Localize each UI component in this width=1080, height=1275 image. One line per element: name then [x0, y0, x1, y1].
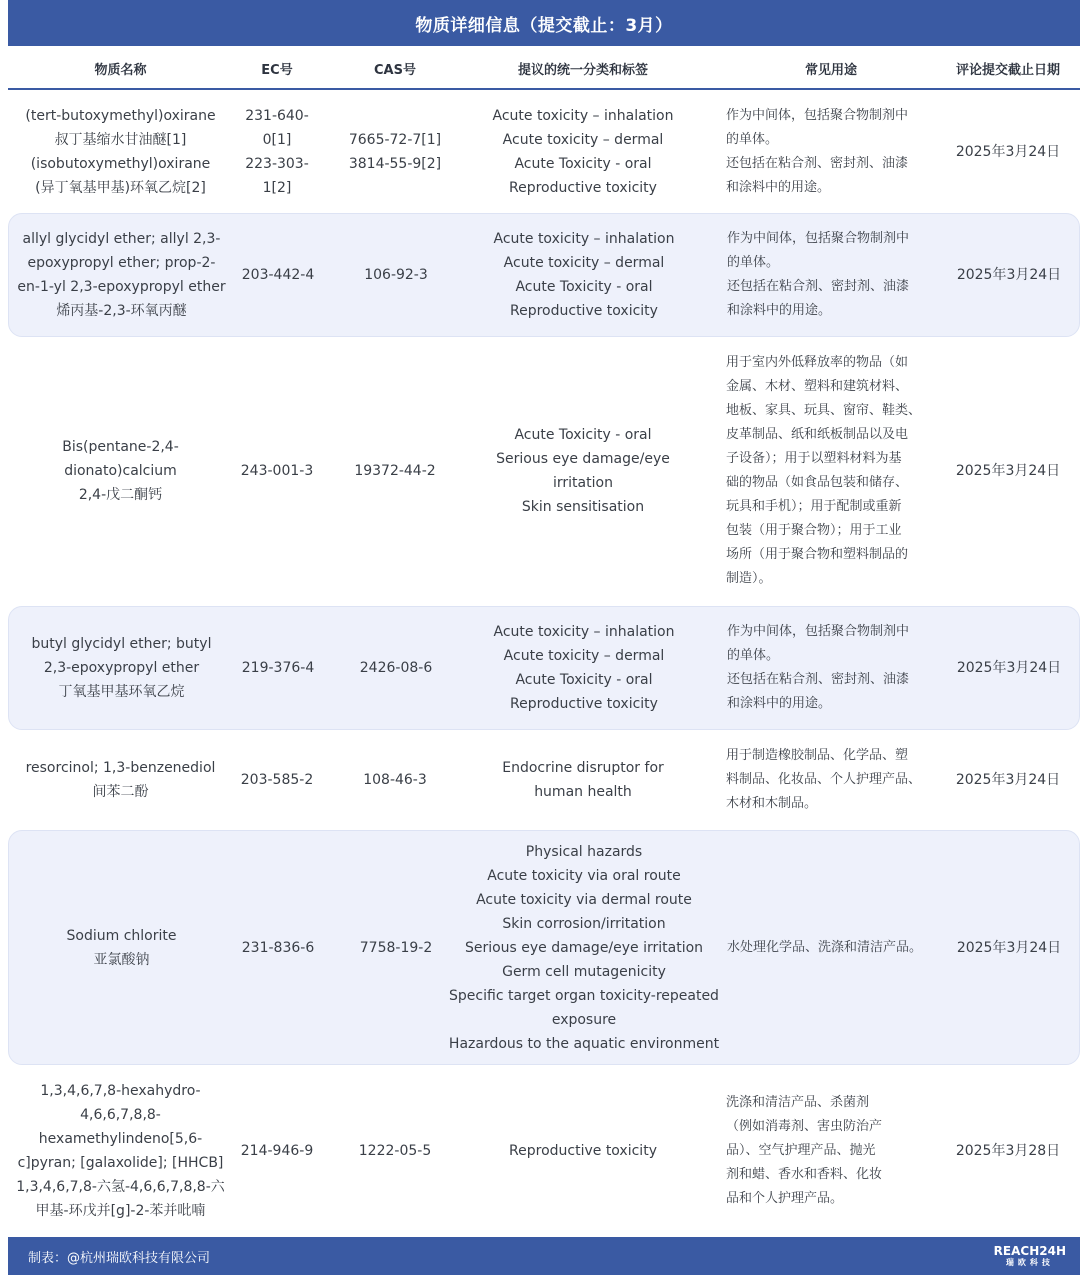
substance-name-line: Sodium chlorite	[66, 927, 177, 944]
substance-name-line: 叔丁基缩水甘油醚[1]	[54, 132, 187, 148]
common-uses-line: 和涂料中的用途。	[727, 696, 832, 711]
common-uses-line: 的单体。	[727, 648, 780, 663]
common-uses-line: 水处理化学品、洗涤和清洁产品。	[727, 939, 923, 955]
common-uses-line: 础的物品（如食品包装和储存、	[726, 475, 909, 490]
deadline-text: 2025年3月24日	[956, 660, 1062, 676]
header-deadline: 评论提交截止日期	[955, 62, 1060, 78]
common-uses-line: 包装（用于聚合物）；用于工业	[726, 523, 902, 538]
cas-number-line: 19372-44-2	[354, 463, 436, 479]
footer-credit: 制表：@杭州瑞欧科技有限公司	[28, 1250, 211, 1266]
classification-line: Skin corrosion/irritation	[502, 915, 666, 932]
table-row	[8, 92, 1080, 212]
classification-cell	[438, 732, 728, 828]
cas-number-line: 7665-72-7[1]	[348, 132, 442, 148]
deadline-text: 2025年3月28日	[955, 1143, 1061, 1159]
substance-name-line: 烯丙基-2,3-环氧丙醚	[56, 303, 187, 319]
substance-name-line: 间苯二酚	[92, 784, 149, 800]
common-uses-line: 品）、空气护理产品、抛光	[726, 1143, 876, 1158]
cas-number-line: 2426-08-6	[359, 660, 433, 676]
substance-name-cell	[9, 607, 234, 729]
substance-name-line: 2,3-epoxypropyl ether	[43, 660, 200, 676]
classification-line: Reproductive toxicity	[509, 1143, 657, 1159]
classification-line: Serious eye damage/eye irritation	[464, 939, 704, 956]
substance-name-cell	[8, 1067, 233, 1235]
substance-name-line: epoxypropyl ether; prop-2-	[27, 255, 216, 271]
deadline-cell	[936, 732, 1080, 828]
common-uses-cell	[726, 1067, 936, 1235]
common-uses-line: 剂和蜡、香水和香料、化妆	[726, 1167, 883, 1182]
substance-name-line: 丁氧基甲基环氧乙烷	[58, 684, 185, 700]
cas-number-line: 3814-55-9[2]	[348, 156, 442, 172]
classification-line: Reproductive toxicity	[510, 303, 658, 319]
substance-name-cell	[8, 92, 233, 212]
table-row	[8, 732, 1080, 828]
common-uses-line: 地板、家具、玩具、窗帘、鞋类、	[726, 403, 922, 418]
common-uses-line: 作为中间体，包括聚合物制剂中	[727, 624, 910, 639]
classification-line: Hazardous to the aquatic environment	[448, 1035, 720, 1052]
common-uses-cell	[727, 214, 937, 336]
table-row	[8, 1067, 1080, 1235]
common-uses-line: 还包括在粘合剂、密封剂、油漆	[726, 156, 909, 171]
header-classification: 提议的统一分类和标签	[517, 62, 648, 78]
common-uses-line: 料制品、化妆品、个人护理产品、	[726, 772, 922, 787]
classification-cell	[439, 831, 729, 1064]
common-uses-cell	[726, 732, 936, 828]
common-uses-line: 皮革制品、纸和纸板制品以及电	[726, 427, 909, 442]
common-uses-line: 作为中间体，包括聚合物制剂中	[727, 231, 910, 246]
deadline-cell	[937, 831, 1080, 1064]
substance-name-line: resorcinol; 1,3-benzenediol	[25, 760, 216, 776]
reach24h-logo	[994, 1245, 1066, 1267]
deadline-text: 2025年3月24日	[956, 267, 1062, 283]
classification-line: Acute toxicity – inhalation	[493, 624, 675, 640]
common-uses-line: 品和个人护理产品。	[726, 1191, 844, 1206]
deadline-cell	[937, 607, 1080, 729]
classification-line: Acute Toxicity - oral	[514, 156, 652, 172]
classification-line: Reproductive toxicity	[510, 696, 658, 712]
common-uses-line: 用于制造橡胶制品、化学品、塑	[726, 748, 909, 763]
common-uses-line: 作为中间体，包括聚合物制剂中	[726, 108, 909, 123]
substance-name-line: 1,3,4,6,7,8-hexahydro-	[40, 1083, 201, 1099]
substance-name-line: 甲基-环戊并[g]-2-苯并吡喃	[35, 1203, 206, 1219]
classification-line: Serious eye damage/eye	[496, 451, 670, 467]
deadline-cell	[937, 214, 1080, 336]
deadline-text: 2025年3月24日	[956, 939, 1062, 956]
ec-number-cell	[234, 214, 322, 336]
ec-number-line: 219-376-4	[241, 660, 315, 676]
common-uses-line: 的单体。	[726, 132, 779, 147]
ec-number-line: 203-585-2	[240, 772, 314, 788]
classification-line: Acute toxicity – inhalation	[493, 231, 675, 247]
common-uses-line: 洗涤和清洁产品、杀菌剂	[726, 1095, 870, 1110]
substance-name-line: Bis(pentane-2,4-dionato)calcium	[62, 439, 179, 479]
classification-line: Endocrine disruptor for	[502, 760, 664, 776]
header-common-uses: 常见用途	[804, 62, 857, 78]
deadline-cell	[936, 92, 1080, 212]
classification-line: irritation	[553, 475, 613, 491]
classification-line: Acute toxicity via oral route	[487, 867, 681, 884]
classification-line: Reproductive toxicity	[509, 180, 657, 196]
substance-name-line: (isobutoxymethyl)oxirane	[30, 156, 211, 172]
ec-number-line: 214-946-9	[240, 1143, 314, 1159]
classification-cell	[439, 607, 729, 729]
classification-line: human health	[534, 784, 632, 800]
substance-name-cell	[8, 338, 233, 604]
classification-line: exposure	[551, 1011, 617, 1028]
classification-cell	[438, 338, 728, 604]
deadline-cell	[936, 1067, 1080, 1235]
substance-name-line: 亚氯酸钠	[93, 951, 150, 968]
classification-line: Acute toxicity via dermal route	[476, 891, 692, 908]
table-row	[8, 830, 1080, 1065]
substance-name-line: 1,3,4,6,7,8-六氢-4,6,6,7,8,8-六	[16, 1179, 225, 1195]
ec-number-line: 231-640-0[1]	[245, 108, 309, 148]
ec-number-line: 223-303-1[2]	[245, 156, 309, 196]
cas-number-line: 7758-19-2	[359, 939, 433, 956]
substance-name-cell	[9, 214, 234, 336]
common-uses-line: 制造）。	[726, 571, 772, 586]
substance-name-line: (异丁氧基甲基)环氧乙烷[2]	[35, 180, 206, 196]
deadline-text: 2025年3月24日	[955, 144, 1061, 160]
common-uses-cell	[726, 92, 936, 212]
substance-name-cell	[9, 831, 234, 1064]
classification-line: Acute toxicity – dermal	[503, 648, 665, 664]
cas-number-line: 1222-05-5	[358, 1143, 432, 1159]
deadline-text: 2025年3月24日	[955, 463, 1061, 479]
substance-name-line: butyl glycidyl ether; butyl	[31, 636, 212, 652]
common-uses-line: 的单体。	[727, 255, 780, 270]
common-uses-line: 子设备）；用于以塑料材料为基	[726, 451, 902, 466]
classification-line: Acute toxicity – dermal	[503, 255, 665, 271]
common-uses-cell	[726, 338, 936, 604]
common-uses-line: （例如消毒剂、害虫防治产	[726, 1119, 883, 1134]
table-title: 物质详细信息（提交截止：3月）	[8, 0, 1080, 46]
common-uses-line: 场所（用于聚合物和塑料制品的	[726, 547, 909, 562]
cas-number-line: 108-46-3	[363, 772, 427, 788]
deadline-cell	[936, 338, 1080, 604]
table-row	[8, 338, 1080, 604]
substance-name-line: allyl glycidyl ether; allyl 2,3-	[22, 231, 221, 247]
classification-cell	[439, 214, 729, 336]
classification-line: Acute Toxicity - oral	[515, 279, 653, 295]
substance-name-line: en-1-yl 2,3-epoxypropyl ether	[17, 279, 226, 295]
deadline-text: 2025年3月24日	[955, 772, 1061, 788]
header-substance-name: 物质名称	[94, 62, 147, 78]
classification-line: Skin sensitisation	[521, 499, 645, 515]
ec-number-cell	[233, 732, 321, 828]
classification-cell	[438, 1067, 728, 1235]
ec-number-cell	[234, 607, 322, 729]
ec-number-cell	[233, 338, 321, 604]
table-row	[8, 213, 1080, 337]
classification-cell	[438, 92, 728, 212]
classification-line: Germ cell mutagenicity	[502, 963, 666, 980]
common-uses-cell	[727, 831, 937, 1064]
substance-name-line: 2,4-戊二酮钙	[78, 487, 163, 503]
ec-number-line: 203-442-4	[241, 267, 315, 283]
classification-line: Physical hazards	[525, 843, 643, 860]
table-header	[8, 46, 1080, 90]
substance-name-line: 4,6,6,7,8,8-	[80, 1107, 161, 1123]
classification-line: Acute toxicity – dermal	[502, 132, 664, 148]
table-row	[8, 606, 1080, 730]
common-uses-line: 和涂料中的用途。	[727, 303, 832, 318]
classification-line: Specific target organ toxicity-repeated	[449, 987, 719, 1004]
substance-name-cell	[8, 732, 233, 828]
ec-number-cell	[233, 1067, 321, 1235]
ec-number-line: 231-836-6	[241, 939, 315, 956]
substance-name-line: (tert-butoxymethyl)oxirane	[25, 108, 216, 124]
common-uses-line: 金属、木材、塑料和建筑材料、	[726, 379, 909, 394]
footer-bar	[8, 1237, 1080, 1275]
common-uses-line: 用于室内外低释放率的物品（如	[726, 355, 909, 370]
logo-sub-text: 瑞欧科技	[1005, 1258, 1054, 1267]
ec-number-cell	[234, 831, 322, 1064]
classification-line: Acute Toxicity - oral	[514, 427, 652, 443]
classification-line: Acute toxicity – inhalation	[492, 108, 674, 124]
substance-name-line: hexamethylindeno[5,6-	[38, 1131, 203, 1147]
header-cas-number: CAS号	[374, 62, 416, 78]
common-uses-line: 还包括在粘合剂、密封剂、油漆	[727, 672, 910, 687]
common-uses-line: 还包括在粘合剂、密封剂、油漆	[727, 279, 910, 294]
common-uses-line: 木材和木制品。	[726, 796, 818, 811]
cas-number-line: 106-92-3	[364, 267, 428, 283]
logo-main-text: REACH24H	[993, 1244, 1066, 1258]
common-uses-cell	[727, 607, 937, 729]
ec-number-line: 243-001-3	[240, 463, 314, 479]
common-uses-line: 玩具和手机）；用于配制或重新	[726, 499, 902, 514]
substance-name-line: c]pyran; [galaxolide]; [HHCB]	[17, 1155, 224, 1171]
classification-line: Acute Toxicity - oral	[515, 672, 653, 688]
common-uses-line: 和涂料中的用途。	[726, 180, 831, 195]
ec-number-cell	[233, 92, 321, 212]
header-ec-number: EC号	[261, 62, 293, 78]
